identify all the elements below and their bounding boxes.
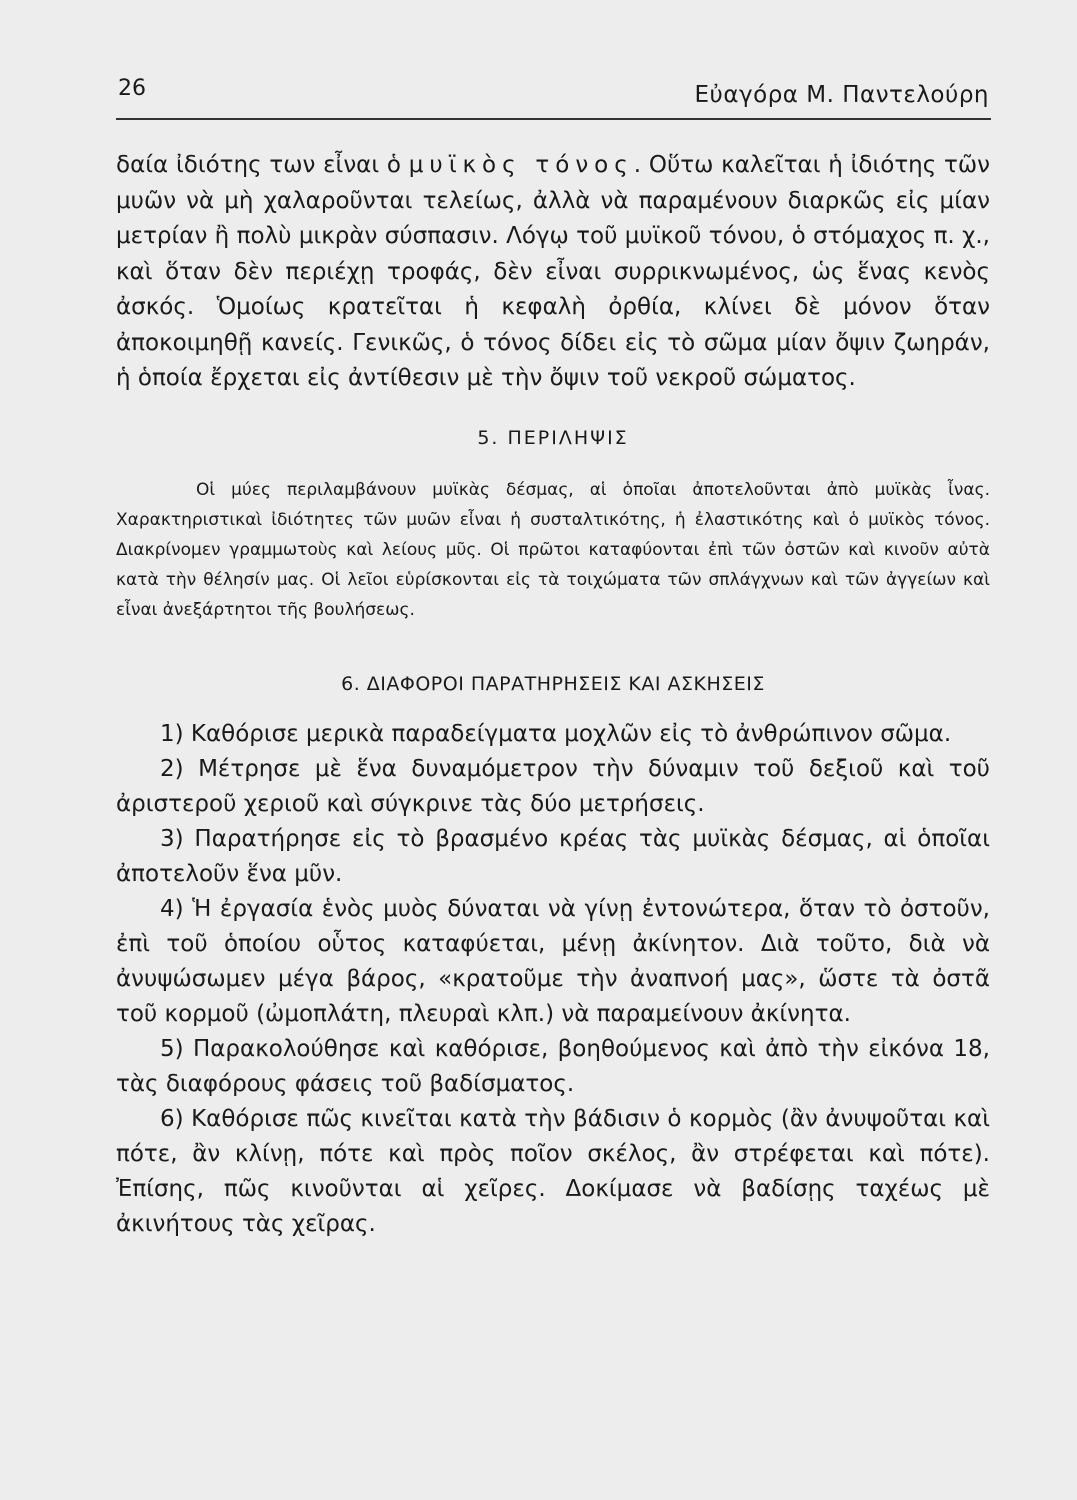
exercise-6: 6) Καθόρισε πῶς κινεῖται κατὰ τὴν βάδισιν ὁ κορμὸς (ἂν ἀνυψοῦται καὶ πότε, ἂν κλίνῃ, πότε καὶ πρὸς ποῖον σκέλος, ἂν στρέφεται καὶ πότε). Ἐπίσης, πῶς κινοῦνται αἱ χεῖρες. Δοκίμασε νὰ βαδίσῃς ταχέως μὲ ἀκινήτους τὰς χεῖρας. — [116, 1105, 990, 1237]
page-header — [118, 76, 989, 110]
summary-paragraph: Οἱ μύες περιλαμβάνουν μυϊκὰς δέσμας, αἱ ὁποῖαι ἀποτελοῦνται ἀπὸ μυϊκὰς ἶνας. Χαρακτηριστικαὶ ἰδιότητες τῶν μυῶν εἶναι ἡ συσταλτικότης, ἡ ἐλαστικότης καὶ ὁ μυϊκὸς τόνος. Διακρίνομεν γραμμωτοὺς καὶ λείους μῦς. Οἱ πρῶτοι καταφύονται ἐπὶ τῶν ὀστῶν καὶ κινοῦν αὐτὰ κατὰ τὴν θέλησίν μας. Οἱ λεῖοι εὑρίσκονται εἰς τὰ τοιχώματα τῶν σπλάγχνων καὶ τῶν ἀγγείων καὶ εἶναι ἀνεξάρτητοι τῆς βουλήσεως. — [116, 479, 990, 620]
exercise-3: 3) Παρατήρησε εἰς τὸ βρασμένο κρέας τὰς μυϊκὰς δέσμας, αἱ ὁποῖαι ἀποτελοῦν ἕνα μῦν. — [116, 825, 990, 887]
page-body — [116, 148, 990, 1242]
paragraph-muscle-tone — [116, 148, 990, 397]
page-number: 26 — [118, 76, 146, 101]
section-6-heading: 6. ΔΙΑΦΟΡΟΙ ΠΑΡΑΤΗΡΗΣΕΙΣ ΚΑΙ ΑΣΚΗΣΕΙΣ — [341, 672, 765, 695]
section-5-heading: 5. ΠΕΡΙΛΗΨΙΣ — [477, 426, 629, 449]
header-rule — [116, 118, 991, 120]
emphasized-term: μυϊκὸς τόνος — [408, 152, 634, 178]
paragraph-text-after: . Οὕτω καλεῖται ἡ ἰδιότης τῶν μυῶν νὰ μὴ χαλαροῦνται τελείως, ἀλλὰ νὰ παραμένουν διαρκῶς εἰς μίαν μετρίαν ἢ πολὺ μικρὰν σύσπασιν. Λόγῳ τοῦ μυϊκοῦ τόνου, ὁ στόμαχος π. χ., καὶ ὅταν δὲν περιέχῃ τροφάς, δὲν εἶναι συρρικνωμένος, ὡς ἕνας κενὸς ἀσκός. Ὁμοίως κρατεῖται ἡ κεφαλὴ ὀρθία, κλίνει δὲ μόνον ὅταν ἀποκοιμηθῇ κανείς. Γενικῶς, ὁ τόνος δίδει εἰς τὸ σῶμα μίαν ὄψιν ζωηράν, ἡ ὁποία ἔρχεται εἰς ἀντίθεσιν μὲ τὴν ὄψιν τοῦ νεκροῦ σώματος. — [116, 152, 990, 391]
exercise-4: 4) Ἡ ἐργασία ἑνὸς μυὸς δύναται νὰ γίνῃ ἐντονώτερα, ὅταν τὸ ὀστοῦν, ἐπὶ τοῦ ὁποίου οὗτος καταφύεται, μένῃ ἀκίνητον. Διὰ τοῦτο, διὰ νὰ ἀνυψώσωμεν μέγα βάρος, «κρατοῦμε τὴν ἀναπνοή μας», ὥστε τὰ ὀστᾶ τοῦ κορμοῦ (ὠμοπλάτη, πλευραὶ κλπ.) νὰ παραμείνουν ἀκίνητα. — [116, 895, 990, 1027]
paragraph-text-before: δαία ἰδιότης των εἶναι ὁ — [116, 152, 409, 178]
running-head: Εὐαγόρα Μ. Παντελούρη — [694, 82, 989, 108]
exercise-1: 1) Καθόρισε μερικὰ παραδείγματα μοχλῶν εἰς τὸ ἀνθρώπινον σῶμα. — [160, 720, 952, 747]
exercise-2: 2) Μέτρησε μὲ ἕνα δυναμόμετρον τὴν δύναμιν τοῦ δεξιοῦ καὶ τοῦ ἀριστεροῦ χεριοῦ καὶ σύγκρινε τὰς δύο μετρήσεις. — [116, 755, 990, 817]
exercise-5: 5) Παρακολούθησε καὶ καθόρισε, βοηθούμενος καὶ ἀπὸ τὴν εἰκόνα 18, τὰς διαφόρους φάσεις τοῦ βαδίσματος. — [116, 1035, 990, 1097]
